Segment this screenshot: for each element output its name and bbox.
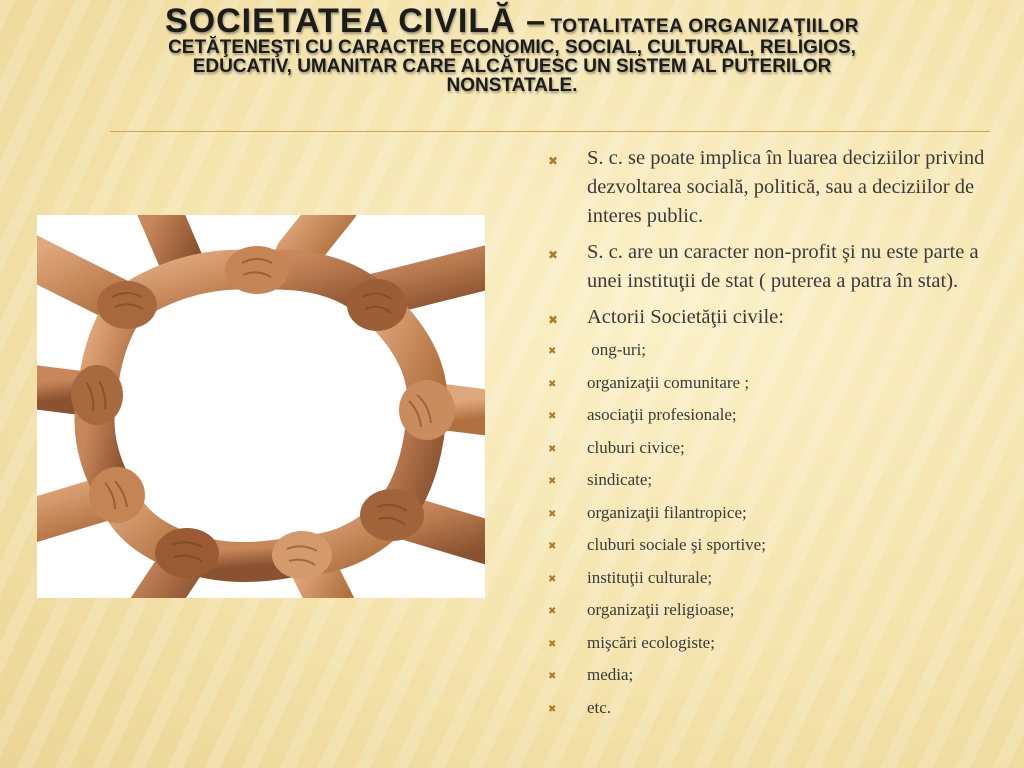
x-mark-bullet-icon: ✖	[548, 703, 557, 715]
title-line-1: CETĂŢENEŞTI CU CARACTER ECONOMIC, SOCIAL, CULTURAL, RELIGIOS,	[168, 37, 856, 58]
actor-text: asociaţii profesionale;	[587, 405, 737, 424]
linked-hands-illustration	[37, 215, 485, 598]
actor-text: etc.	[587, 697, 612, 717]
actor-text: mişcări ecologiste;	[587, 632, 715, 652]
x-mark-bullet-icon: ✖	[548, 411, 557, 422]
bullet-text: S. c. are un caracter non-profit şi nu este parte a unei instituţii de stat ( puterea a patra în stat).	[587, 241, 979, 292]
list-item	[548, 144, 1014, 231]
linked-hands-photo	[37, 215, 485, 598]
list-item	[548, 664, 1014, 686]
slide-title	[60, 4, 964, 95]
x-mark-bullet-icon: ✖	[548, 476, 557, 487]
list-item	[548, 437, 1014, 459]
x-mark-bullet-icon: ✖	[548, 378, 557, 390]
x-mark-bullet-icon: ✖	[548, 313, 559, 327]
x-mark-bullet-icon: ✖	[548, 443, 557, 455]
title-main: SOCIETATEA CIVILĂ –	[164, 2, 547, 40]
actor-text: organizaţii comunitare ;	[587, 372, 750, 392]
list-item	[548, 469, 1014, 491]
actor-text: cluburi sociale şi sportive;	[587, 535, 766, 554]
list-item	[548, 339, 1014, 361]
actor-text: media;	[587, 665, 634, 684]
actor-text: cluburi civice;	[587, 437, 685, 457]
list-item	[548, 632, 1014, 654]
actor-text: ong-uri;	[587, 340, 647, 359]
x-mark-bullet-icon: ✖	[548, 638, 557, 650]
x-mark-bullet-icon: ✖	[548, 508, 557, 520]
x-mark-bullet-icon: ✖	[548, 671, 557, 682]
x-mark-bullet-icon: ✖	[548, 606, 557, 617]
x-mark-bullet-icon: ✖	[548, 248, 559, 262]
list-item	[548, 534, 1014, 556]
actor-text: sindicate;	[587, 470, 653, 489]
x-mark-bullet-icon: ✖	[548, 346, 557, 357]
bullet-text: S. c. se poate implica în luarea deciziilor privind dezvoltarea socială, politică, sau a deciziilor de interes public.	[587, 147, 985, 227]
actor-text: organizaţii religioase;	[587, 600, 735, 619]
actor-text: organizaţii filantropice;	[587, 502, 747, 522]
list-item	[548, 238, 1014, 296]
title-line-3: NONSTATALE.	[446, 75, 578, 96]
main-bullets	[548, 144, 1014, 332]
title-sub: TOTALITATEA ORGANIZAŢIILOR	[550, 16, 860, 37]
list-item	[548, 567, 1014, 589]
list-item	[548, 404, 1014, 426]
actor-text: instituţii culturale;	[587, 567, 713, 587]
list-item	[548, 303, 1014, 332]
list-item	[548, 502, 1014, 524]
title-line-2: EDUCATIV, UMANITAR CARE ALCĂTUESC UN SISTEM AL PUTERILOR	[192, 56, 832, 77]
list-item	[548, 372, 1014, 394]
bullet-text: Actorii Societăţii civile:	[587, 306, 784, 328]
x-mark-bullet-icon: ✖	[548, 573, 557, 585]
x-mark-bullet-icon: ✖	[548, 154, 559, 168]
content-area	[548, 144, 1014, 729]
x-mark-bullet-icon: ✖	[548, 541, 557, 552]
actors-list	[548, 339, 1014, 719]
list-item	[548, 599, 1014, 621]
list-item	[548, 697, 1014, 719]
title-divider	[110, 131, 990, 132]
